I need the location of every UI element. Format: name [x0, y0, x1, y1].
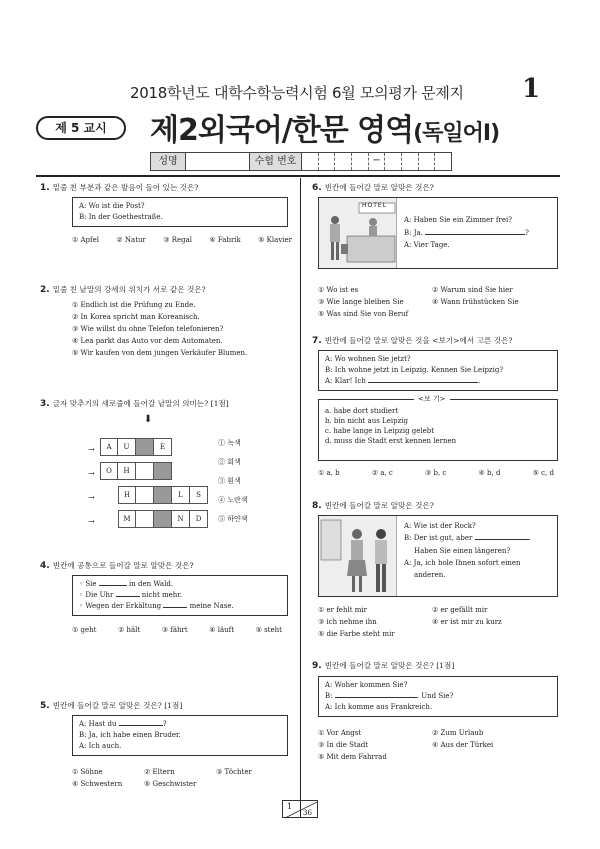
q8-shop-illustration [319, 516, 397, 596]
q4-prompt: 4. 빈칸에 공통으로 들어갈 말로 알맞은 것은? [40, 561, 194, 571]
q9-option-1[interactable]: ① Vor Angst [318, 729, 362, 737]
q1-options [72, 236, 292, 244]
page-total: 36 [303, 809, 312, 817]
q6-hotel-sign: HOTEL [362, 202, 388, 209]
q2-prompt: 2. 밑줄 친 낱말의 강세의 위치가 서로 같은 것은? [40, 285, 206, 295]
q8-option-5[interactable]: ⑤ die Farbe steht mir [318, 630, 395, 639]
q8-option-3[interactable]: ③ ich nehme ihn [318, 618, 377, 627]
q1-option-5[interactable]: ⑤ Klavier [258, 236, 292, 244]
q4-option-4[interactable]: ④ läuft [209, 626, 235, 634]
q1-option-4[interactable]: ④ Fabrik [209, 236, 241, 244]
q1-option-3[interactable]: ③ Regal [163, 236, 193, 244]
q4-option-1[interactable]: ① geht [72, 626, 97, 634]
name-exam-row [150, 152, 452, 171]
q7-options [318, 469, 554, 477]
q9-option-4[interactable]: ④ Aus der Türkei [432, 741, 494, 750]
q8-prompt: 8. 빈칸에 들어갈 말로 알맞은 것은? [312, 501, 434, 511]
q6-prompt: 6. 빈칸에 들어갈 말로 알맞은 것은? [312, 183, 434, 193]
clothing-shop-icon [319, 516, 397, 596]
subject-title [150, 105, 499, 149]
q1-option-2[interactable]: ② Natur [116, 236, 146, 244]
q5-prompt: 5. 빈칸에 들어갈 말로 알맞은 것은? [1점] [40, 701, 183, 711]
q6-option-5[interactable]: ⑤ Was sind Sie von Beruf [318, 310, 409, 319]
q5-option-4[interactable]: ④ Schwestern [72, 780, 123, 789]
name-field[interactable] [186, 152, 250, 171]
q5-option-3[interactable]: ③ Töchter [216, 768, 252, 776]
q6-option-2[interactable]: ② Warum sind Sie hier [432, 286, 513, 294]
q2-option-2[interactable]: ② In Korea spricht man Koreanisch. [72, 313, 200, 322]
q9-option-5[interactable]: ⑤ Mit dem Fahrrad [318, 753, 387, 762]
q2-options [72, 299, 247, 359]
q2-option-3[interactable]: ③ Wie willst du ohne Telefon telefonieren? [72, 325, 224, 334]
q1-prompt: 1. 밑줄 친 부분과 같은 발음이 들어 있는 것은? [40, 183, 199, 193]
q6-dialogue: A: Haben Sie ein Zimmer frei? B: Ja. ? A: Vier Tage. [404, 216, 529, 250]
q5-options [72, 766, 252, 791]
q4-option-2[interactable]: ② hält [117, 626, 141, 634]
name-label: 성명 [150, 152, 186, 171]
q4-option-5[interactable]: ⑤ steht [255, 626, 282, 634]
q3-option-4[interactable]: ④ 노란색 [218, 495, 248, 504]
q3-option-2[interactable]: ② 회색 [218, 457, 241, 466]
q3-option-1[interactable]: ① 녹색 [218, 439, 241, 447]
q1-box [72, 197, 288, 227]
q8-option-2[interactable]: ② er gefällt mir [432, 606, 488, 614]
q8-options [318, 604, 502, 640]
column-divider [300, 178, 301, 818]
q1-line-b: B: In der Goethestraße. [79, 212, 163, 221]
period-badge [36, 116, 126, 140]
q3-prompt: 3. 글자 맞추기의 새로줄에 들어갈 낱말의 의미는? [1점] [40, 399, 229, 409]
q4-option-3[interactable]: ③ fährt [161, 626, 188, 634]
q2-option-5[interactable]: ⑤ Wir kaufen von dem jungen Verkäufer Blumen. [72, 349, 248, 358]
q2-option-1[interactable]: ① Endlich ist die Prüfung zu Ende. [72, 301, 196, 309]
q9-box: A: Woher kommen Sie? B: . Und Sie? A: Ich komme aus Frankreich. [318, 676, 558, 717]
q5-option-5[interactable]: ⑤ Geschwister [144, 780, 197, 789]
q4-box: ◦ Sie in den Wald. ◦ Die Uhr nicht mehr. ◦ Wegen der Erkältung meine Nase. [72, 575, 288, 616]
exam-title: 2018학년도 대학수학능력시험 6월 모의평가 문제지 [130, 84, 464, 102]
q3-down-arrow: ⬇ [144, 414, 153, 425]
q7-bogi-box: a. habe dort studiert b. bin nicht aus Leipzig c. habe lange in Leipzig gelebt d. muss die Stadt erst kennen lernen [318, 399, 558, 461]
page-indicator [282, 800, 318, 818]
q3-option-5[interactable]: ⑤ 하얀색 [218, 514, 248, 523]
q9-option-2[interactable]: ② Zum Urlaub [432, 729, 484, 737]
q3-crossword-grid: A U E O H H L S M N D [100, 438, 208, 528]
q9-option-3[interactable]: ③ In die Stadt [318, 741, 369, 750]
q3-options [218, 434, 248, 528]
q6-option-1[interactable]: ① Wo ist es [318, 286, 359, 294]
q1-line-a: A: Wo ist die Post? [79, 202, 145, 210]
q6-option-3[interactable]: ③ Wie lange bleiben Sie [318, 298, 404, 307]
q1-option-1[interactable]: ① Apfel [72, 236, 100, 244]
q8-option-4[interactable]: ④ er ist mir zu kurz [432, 618, 502, 627]
q7-box: A: Wo wohnen Sie jetzt? B: Ich wohne jetzt in Leipzig. Kennen Sie Leipzig? A: Klar! Ich . [318, 350, 558, 391]
q7-option-2[interactable]: ② a, c [371, 469, 393, 477]
q7-prompt: 7. 빈칸에 들어갈 말로 알맞은 것을 <보기>에서 고른 것은? [312, 336, 513, 346]
q7-option-4[interactable]: ④ b, d [478, 469, 501, 477]
period-label: 제 5 교시 [55, 121, 107, 135]
q9-options [318, 727, 493, 763]
q3-option-3[interactable]: ③ 흰색 [218, 476, 241, 485]
q6-options [318, 284, 519, 320]
q5-option-1[interactable]: ① Söhne [72, 768, 103, 776]
q5-option-2[interactable]: ② Eltern [144, 768, 175, 776]
q4-options [72, 626, 282, 634]
q2-option-4[interactable]: ④ Lea parkt das Auto vor dem Automaten. [72, 337, 223, 346]
q7-option-1[interactable]: ① a, b [318, 469, 340, 477]
q8-dialogue: A: Wie ist der Rock? B: Der ist gut, aber . Haben Sie einen längeren? A: Ja, ich hole Ihnen sofort einen anderen. [404, 522, 531, 579]
q7-option-5[interactable]: ⑤ c, d [532, 469, 554, 477]
exam-number-field[interactable]: − [302, 152, 452, 171]
q5-box: A: Hast du ? B: Ja, ich habe einen Bruder. A: Ich auch. [72, 715, 288, 756]
q3-arrows: → → → → [88, 445, 95, 526]
q9-prompt: 9. 빈칸에 들어갈 말로 알맞은 것은? [1점] [312, 661, 455, 671]
q8-option-1[interactable]: ① er fehlt mir [318, 606, 367, 614]
subject-sub: (독일어Ⅰ) [413, 121, 500, 146]
header-rule [36, 175, 560, 177]
q7-option-3[interactable]: ③ b, c [425, 469, 447, 477]
subject-main: 제2외국어/한문 영역 [150, 113, 414, 148]
exam-number-label: 수험 번호 [250, 152, 302, 171]
page-current: 1 [287, 802, 293, 811]
page-number: 1 [522, 74, 541, 104]
q6-option-4[interactable]: ④ Wann frühstücken Sie [432, 298, 519, 307]
q7-bogi-label: <보 기> [414, 394, 450, 404]
